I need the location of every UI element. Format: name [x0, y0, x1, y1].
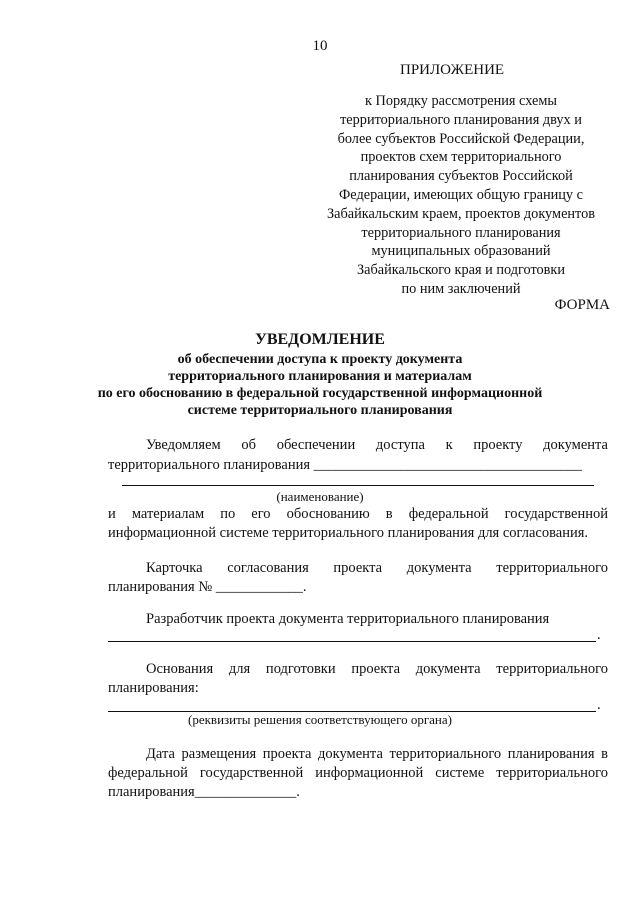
notice-text-line: Дата размещения проекта документа территориального планирования в [146, 746, 608, 762]
line-end-dot: . [597, 697, 601, 713]
appendix-line: проектов схем территориального [360, 149, 562, 166]
notice-text-line: территориального планирования _____________________________________ [108, 457, 582, 473]
page-number: 10 [312, 38, 328, 54]
appendix-line: муниципальных образований [371, 243, 551, 260]
notice-text-line: Разработчик проекта документа территориального планирования [146, 611, 550, 627]
developer-underline [108, 641, 596, 642]
appendix-line: Забайкальского края и подготовки [356, 262, 566, 279]
appendix-line: Федерации, имеющих общую границу с [339, 186, 583, 203]
appendix-line: планирования субъектов Российской [349, 168, 573, 185]
notice-text-line: планирования № ____________. [108, 579, 307, 595]
appendix-line: территориального планирования [361, 224, 561, 241]
notice-text-line: планирования______________. [108, 784, 300, 800]
form-label: ФОРМА [554, 297, 610, 313]
notice-title: УВЕДОМЛЕНИЕ [255, 331, 385, 348]
notice-subtitle-line: об обеспечении доступа к проекту документа [177, 352, 463, 367]
line-end-dot: . [597, 627, 601, 643]
appendix-line: по ним заключений [401, 280, 521, 297]
appendix-line: Забайкальским краем, проектов документов [326, 205, 596, 222]
notice-text-line: и материалам по его обоснованию в федеральной государственной [108, 506, 608, 522]
notice-text-line: информационной системе территориального планирования для согласования. [108, 525, 589, 541]
name-underline [122, 485, 594, 486]
appendix-description [296, 92, 626, 299]
notice-text-line: федеральной государственной информационной системе территориального [108, 765, 608, 781]
notice-subtitle-line: системе территориального планирования [187, 403, 453, 418]
notice-subtitle-line: по его обоснованию в федеральной государственной информационной [97, 386, 543, 401]
caption-name: (наименование) [276, 489, 364, 504]
appendix-line: территориального планирования двух и [340, 111, 582, 128]
notice-text-line: планирования: [108, 680, 199, 696]
notice-text-line: Карточка согласования проекта документа территориального [146, 560, 608, 576]
notice-text-line: Уведомляем об обеспечении доступа к проекту документа [146, 437, 608, 453]
appendix-title: ПРИЛОЖЕНИЕ [400, 62, 505, 78]
caption-requisites: (реквизиты решения соответствующего органа) [188, 712, 452, 727]
notice-subtitle-line: территориального планирования и материалам [168, 369, 472, 384]
appendix-line: к Порядку рассмотрения схемы [365, 93, 557, 109]
notice-text-line: Основания для подготовки проекта документа территориального [146, 661, 608, 677]
appendix-line: более субъектов Российской Федерации, [337, 130, 585, 147]
